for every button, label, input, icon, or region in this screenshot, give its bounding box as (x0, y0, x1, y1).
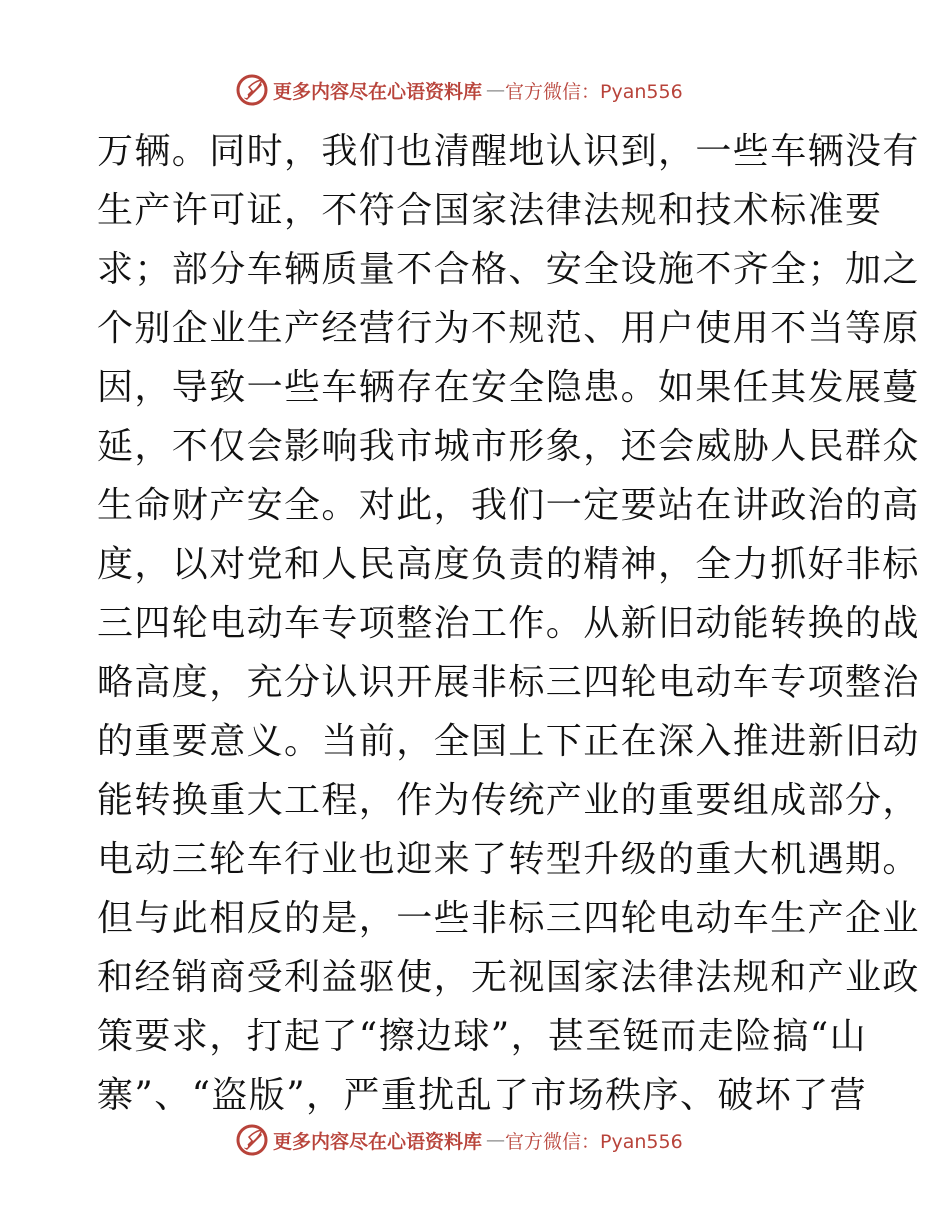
watermark-separator: — (486, 1129, 506, 1151)
text-line: 个别企业生产经营行为不规范、用户使用不当等原 (97, 308, 920, 349)
text-line: 寨”、“盗版”，严重扰乱了市场秩序、破坏了营 (97, 1075, 868, 1116)
text-line: 生产许可证，不符合国家法律法规和技术标准要 (97, 190, 883, 231)
text-line: 策要求，打起了“擦边球”，甚至铤而走险搞“山 (97, 1016, 868, 1057)
feather-pen-seal-icon (235, 1123, 269, 1157)
text-line: 三四轮电动车专项整治工作。从新旧动能转换的战 (97, 603, 920, 644)
text-line: 和经销商受利益驱使，无视国家法律法规和产业政 (97, 957, 920, 998)
text-line: 能转换重大工程，作为传统产业的重要组成部分， (97, 780, 920, 821)
text-line: 度，以对党和人民高度负责的精神，全力抓好非标 (97, 544, 920, 585)
document-body (97, 122, 920, 1125)
feather-pen-seal-icon (235, 73, 269, 107)
text-line: 因，导致一些车辆存在安全隐患。如果任其发展蔓 (97, 367, 920, 408)
text-line: 的重要意义。当前，全国上下正在深入推进新旧动 (97, 721, 920, 762)
header-watermark (235, 72, 715, 108)
text-line: 万辆。同时，我们也清醒地认识到，一些车辆没有 (97, 131, 920, 172)
watermark-contact: 官方微信：Pyan556 (505, 1130, 683, 1153)
watermark-text: 更多内容尽在心语资料库 (273, 80, 483, 103)
text-line: 略高度，充分认识开展非标三四轮电动车专项整治 (97, 662, 920, 703)
text-line: 求；部分车辆质量不合格、安全设施不齐全；加之 (97, 249, 920, 290)
watermark-contact: 官方微信：Pyan556 (505, 80, 683, 103)
text-line: 电动三轮车行业也迎来了转型升级的重大机遇期。 (97, 839, 920, 880)
text-line: 但与此相反的是，一些非标三四轮电动车生产企业 (97, 898, 920, 939)
text-line: 生命财产安全。对此，我们一定要站在讲政治的高 (97, 485, 920, 526)
watermark-text: 更多内容尽在心语资料库 (273, 1130, 483, 1153)
watermark-separator: — (486, 79, 506, 101)
text-line: 延，不仅会影响我市城市形象，还会威胁人民群众 (97, 426, 920, 467)
footer-watermark (235, 1122, 715, 1158)
